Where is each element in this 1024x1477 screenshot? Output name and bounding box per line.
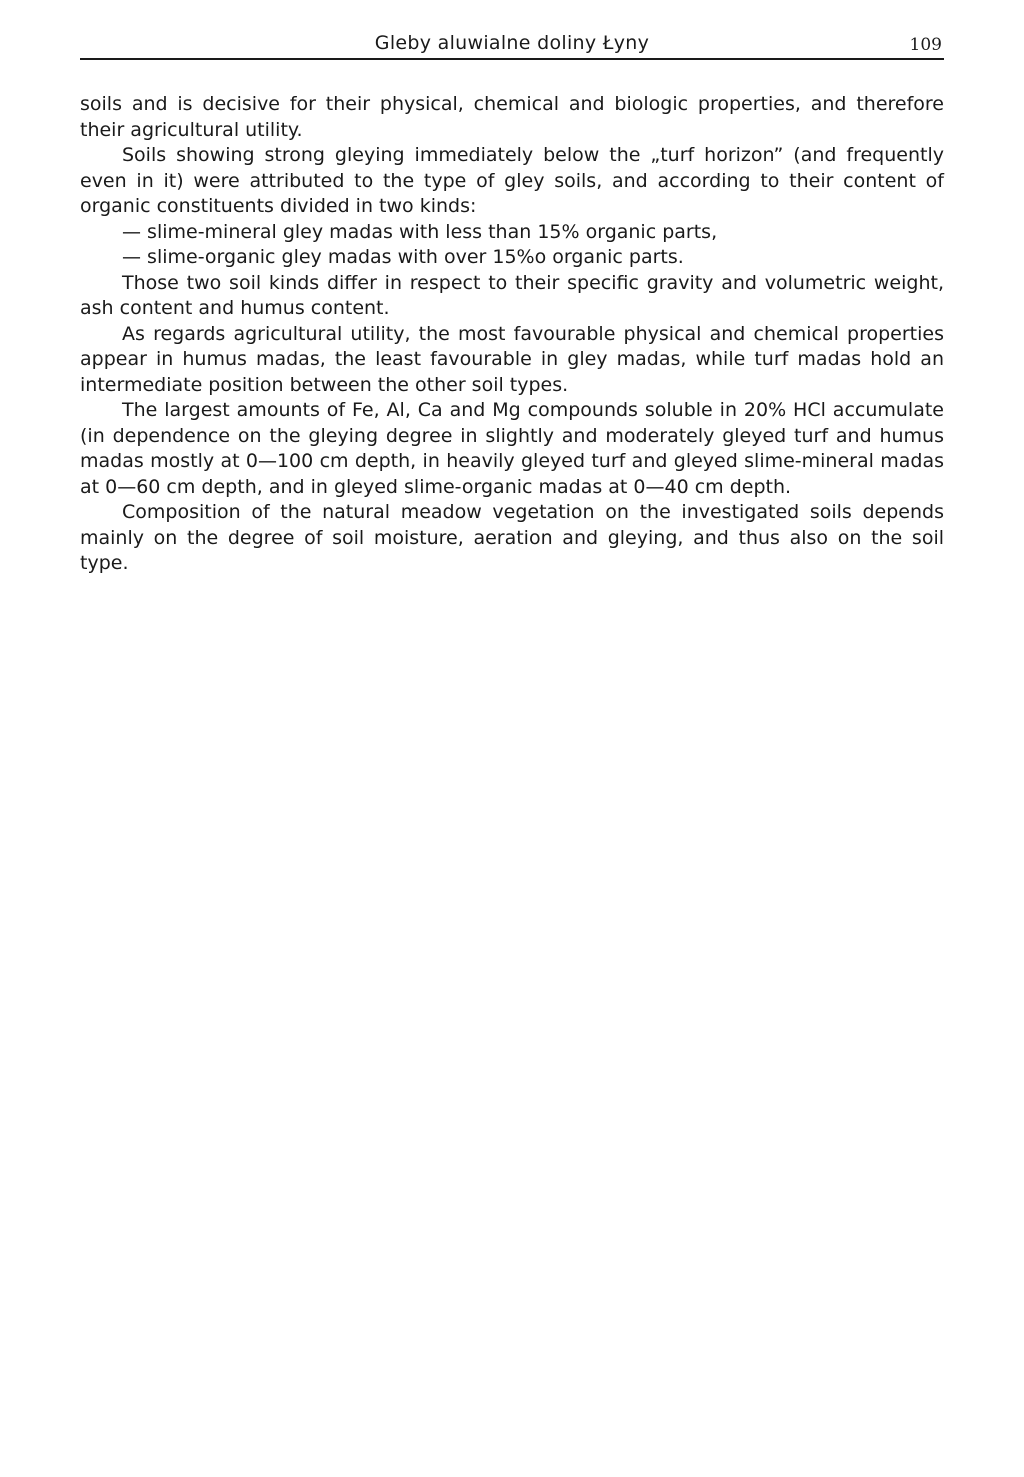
page-number: 109 [909, 35, 942, 55]
paragraph-agricultural-utility: As regards agricultural utility, the most favourable physical and chemical properties appear in humus madas, the least favourable in gley madas, while turf madas hold an intermediate position between the other soil types. [80, 322, 944, 396]
paragraph-soil-kinds: Those two soil kinds differ in respect to their specific gravity and volumetric weight, ash content and humus content. [80, 271, 944, 319]
list-item-slime-organic: — slime-organic gley madas with over 15%o organic parts. [122, 246, 684, 268]
running-header [80, 24, 944, 60]
list-item-slime-mineral: — slime-mineral gley madas with less than 15% organic parts, [122, 220, 718, 243]
paragraph-compounds: The largest amounts of Fe, Al, Ca and Mg compounds soluble in 20% HCl accumulate (in dependence on the gleying degree in slightly and moderately gleyed turf and humus madas mostly at 0—100 cm depth, in heavily gleyed turf and gleyed slime-mineral madas at 0—60 cm depth, and in gleyed slime-organic madas at 0—40 cm depth. [80, 399, 944, 498]
paragraph-vegetation: Composition of the natural meadow vegetation on the investigated soils depends mainly on the degree of soil moisture, aeration and gleying, and thus also on the soil type. [80, 501, 944, 574]
page [80, 24, 944, 577]
paragraph-gley-soils: Soils showing strong gleying immediately below the „turf horizon” (and frequently even in it) were attributed to the type of gley soils, and according to their content of organic constituents divided in two kinds: [80, 144, 944, 217]
running-title: Gleby aluwialne doliny Łyny [374, 32, 650, 54]
paragraph-continuation: soils and is decisive for their physical, chemical and biologic properties, and therefore their agricultural utility. [80, 93, 944, 141]
body-text [80, 92, 944, 577]
